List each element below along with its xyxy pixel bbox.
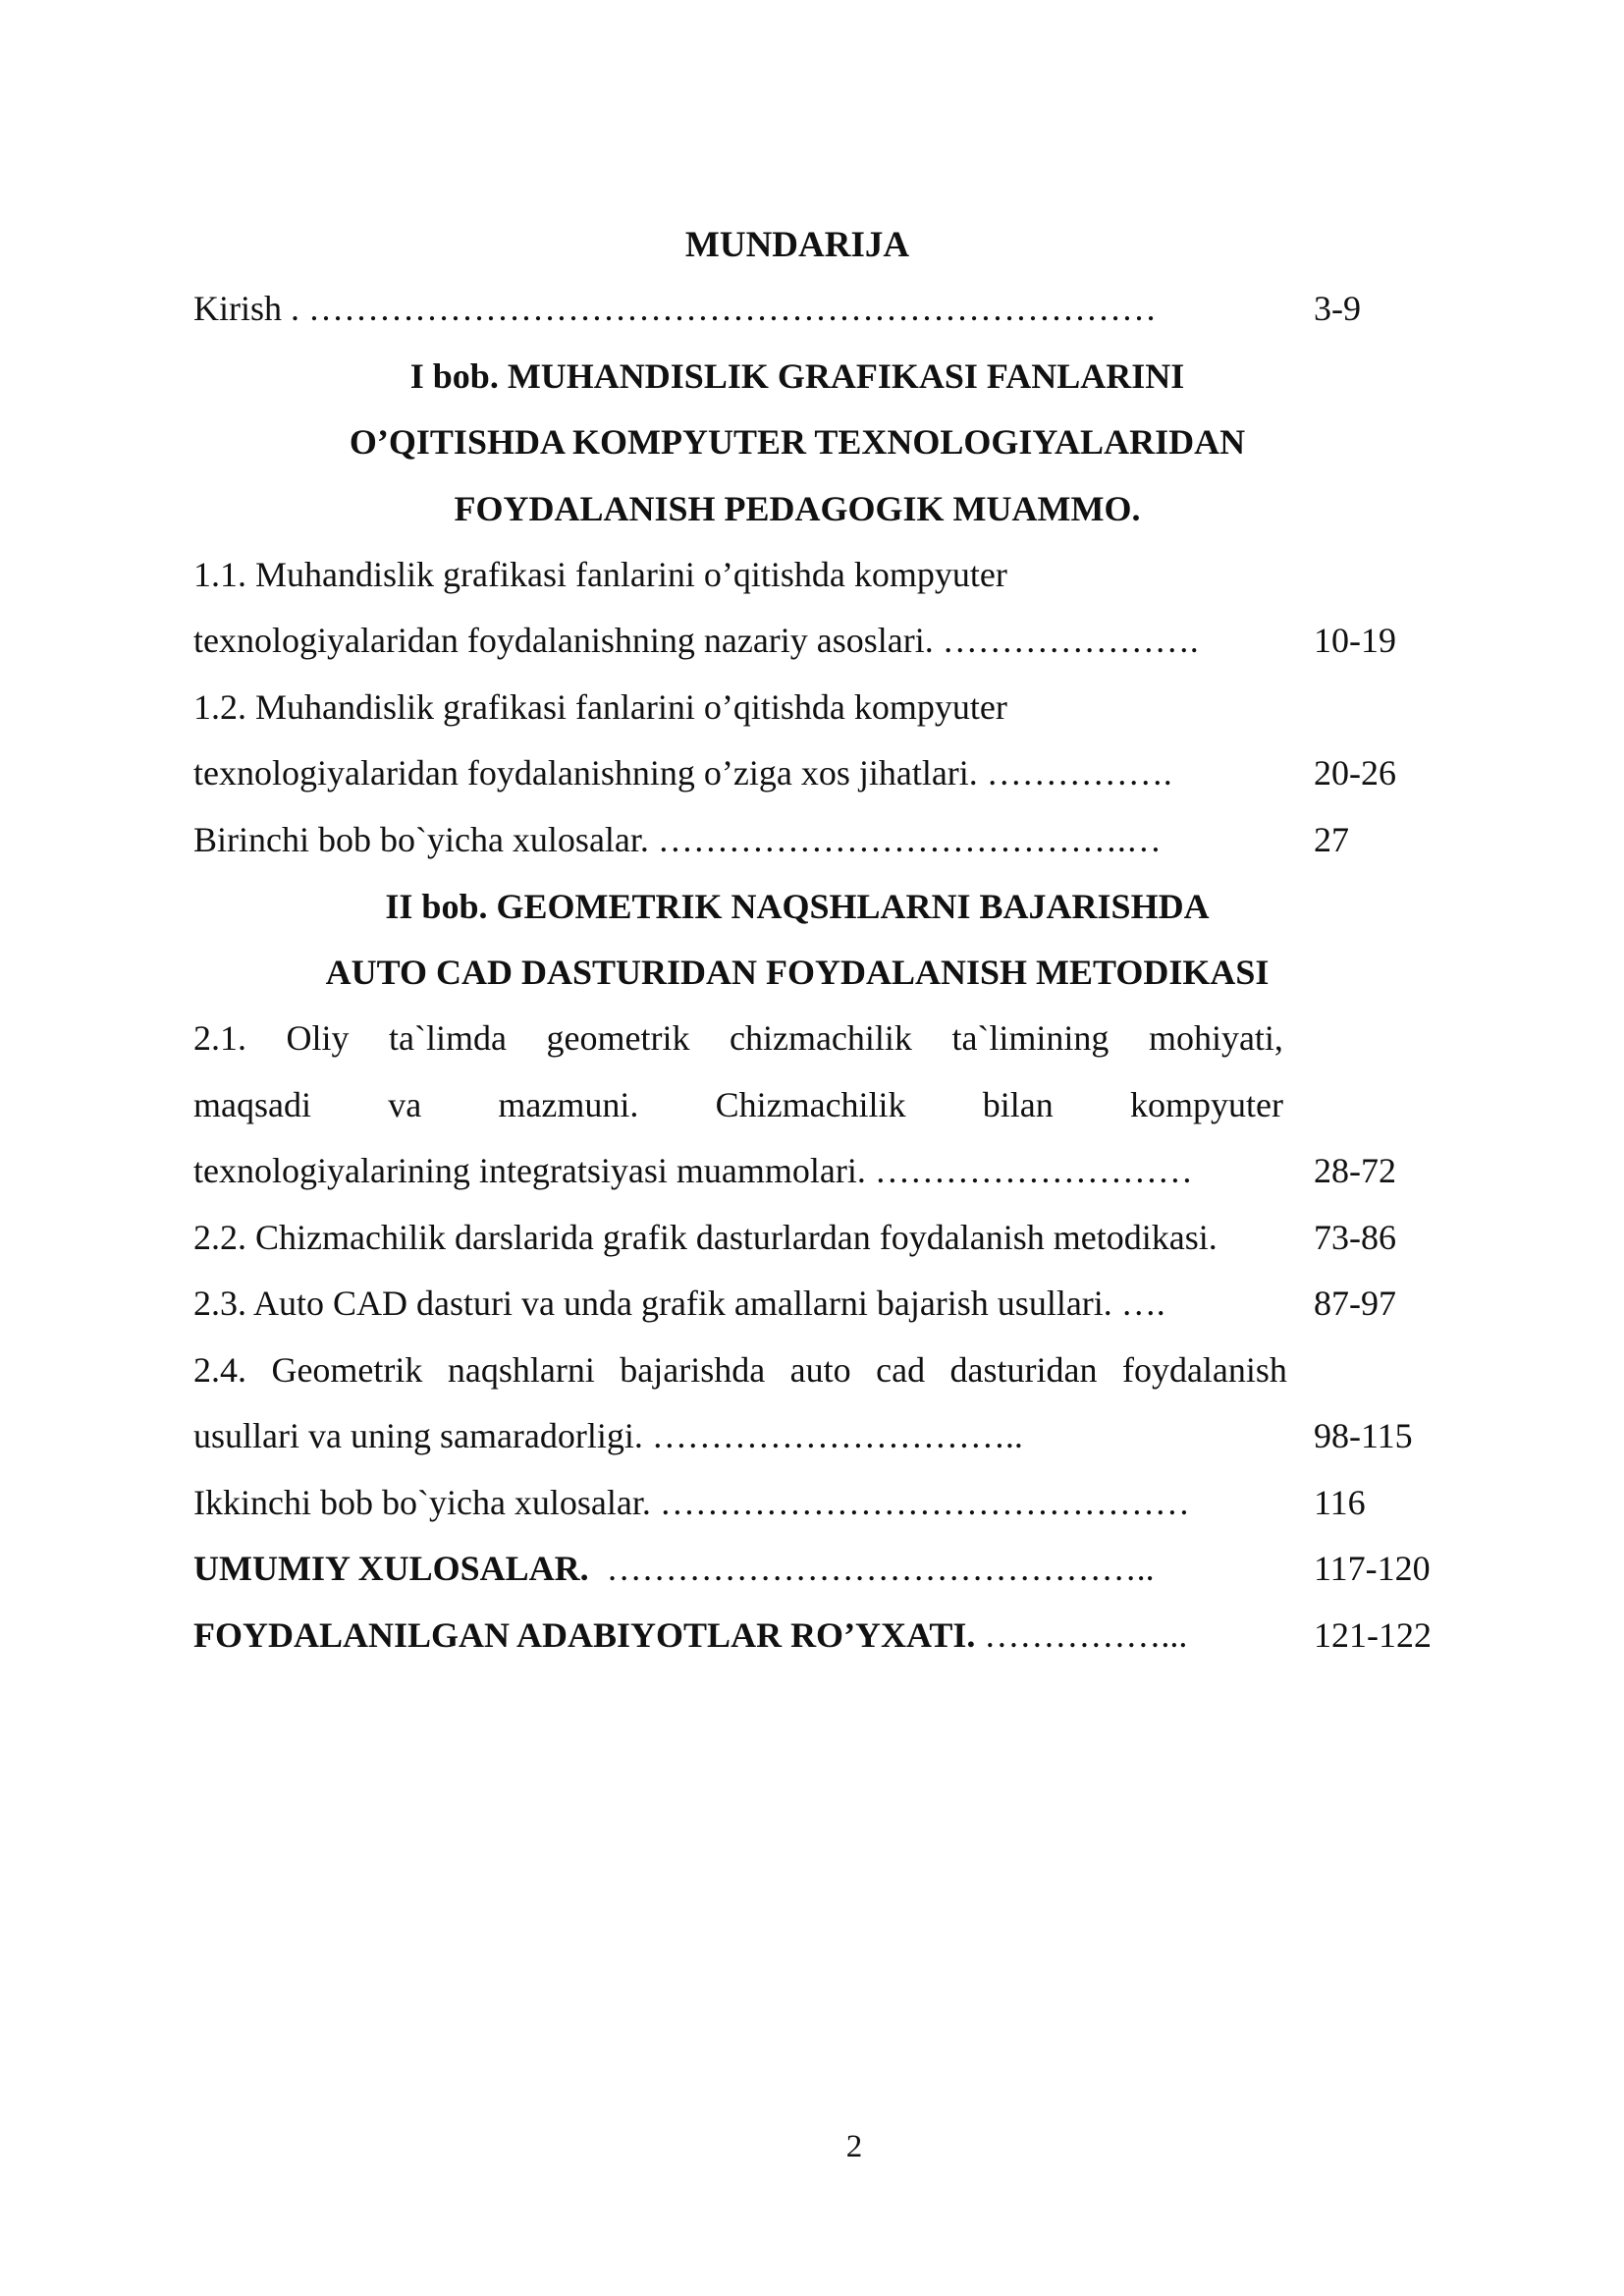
- toc-word: 2.4.: [193, 1350, 246, 1390]
- chapter2-heading-line1: II bob. GEOMETRIK NAQSHLARNI BAJARISHDA: [385, 887, 1210, 926]
- page-number: 2: [845, 2129, 863, 2164]
- chapter1-heading-line3: FOYDALANISH PEDAGOGIK MUAMMO.: [454, 489, 1141, 528]
- chapter1-heading-line1: I bob. MUHANDISLIK GRAFIKASI FANLARINI: [409, 356, 1185, 396]
- chapter2-heading-line2: AUTO CAD DASTURIDAN FOYDALANISH METODIKASI: [325, 953, 1270, 992]
- toc-word: geometrik: [546, 1018, 690, 1058]
- toc-entry-text: [193, 1608, 1187, 1663]
- toc-word: maqsadi: [193, 1085, 311, 1124]
- toc-entry-text: 2.2. Chizmachilik darslarida grafik dasturlardan foydalanish metodikasi.: [193, 1218, 1218, 1257]
- toc-word: mazmuni.: [498, 1085, 639, 1124]
- toc-entry-text: Birinchi bob bo`yicha xulosalar. ………………………………….…: [193, 820, 1162, 859]
- toc-word: 2.1.: [193, 1018, 246, 1058]
- toc-entry-text: 1.2. Muhandislik grafikasi fanlarini o’qitishda kompyuter: [193, 687, 1007, 727]
- toc-entry-text: 2.3. Auto CAD dasturi va unda grafik amallarni bajarish usullari. ….: [193, 1284, 1165, 1323]
- toc-word: auto: [789, 1350, 851, 1390]
- toc-entry-text: texnologiyalaridan foydalanishning o’ziga xos jihatlari. …………….: [193, 753, 1172, 793]
- toc-title: MUNDARIJA: [684, 225, 910, 265]
- toc-entry-text: 1.1. Muhandislik grafikasi fanlarini o’qitishda kompyuter: [193, 555, 1007, 594]
- toc-word: mohiyati,: [1148, 1018, 1283, 1058]
- toc-entry-label: UMUMIY XULOSALAR.: [193, 1549, 589, 1588]
- toc-entry-page: 3-9: [1314, 289, 1361, 328]
- toc-word: cad: [876, 1350, 926, 1390]
- toc-entry-text: texnologiyalarining integratsiyasi muammolari. ………………………: [193, 1151, 1193, 1190]
- toc-entry-text: usullari va uning samaradorligi. …………………………..: [193, 1416, 1023, 1455]
- toc-entry-text: Ikkinchi bob bo`yicha xulosalar. ………………………………………: [193, 1483, 1190, 1522]
- toc-word: Chizmachilik: [715, 1085, 906, 1124]
- toc-word: bilan: [982, 1085, 1054, 1124]
- chapter1-heading-line2: O’QITISHDA KOMPYUTER TEXNOLOGIYALARIDAN: [349, 422, 1246, 462]
- toc-entry-page: 116: [1314, 1483, 1366, 1522]
- toc-word: naqshlarni: [447, 1350, 595, 1390]
- toc-entry-page: 27: [1314, 820, 1349, 859]
- toc-entry-page: 10-19: [1314, 621, 1396, 660]
- toc-entry-text: Kirish . ………………………………………………………………: [193, 289, 1157, 328]
- toc-word: Oliy: [286, 1018, 350, 1058]
- toc-entry-dots: ……………...: [975, 1615, 1188, 1655]
- toc-entry-text: [193, 1541, 1155, 1596]
- toc-entry-2-1-line1: [193, 1011, 1283, 1066]
- toc-word: bajarishda: [620, 1350, 766, 1390]
- toc-entry-text: texnologiyalaridan foydalanishning nazariy asoslari. ………………….: [193, 621, 1199, 660]
- toc-word: Geometrik: [271, 1350, 423, 1390]
- toc-entry-page: 73-86: [1314, 1218, 1396, 1257]
- toc-word: kompyuter: [1129, 1085, 1283, 1124]
- toc-word: chizmachilik: [729, 1018, 912, 1058]
- toc-word: va: [388, 1085, 422, 1124]
- toc-word: dasturidan: [949, 1350, 1098, 1390]
- toc-word: ta`limda: [389, 1018, 507, 1058]
- toc-entry-2-1-line2: [193, 1077, 1283, 1132]
- toc-entry-page: 121-122: [1314, 1615, 1432, 1655]
- toc-entry-page: 87-97: [1314, 1284, 1396, 1323]
- toc-entry-2-4-line1: [193, 1342, 1287, 1397]
- toc-entry-page: 20-26: [1314, 753, 1396, 793]
- toc-entry-page: 98-115: [1314, 1416, 1413, 1455]
- toc-entry-label: FOYDALANILGAN ADABIYOTLAR RO’YXATI.: [193, 1615, 976, 1655]
- toc-entry-page: 117-120: [1314, 1549, 1431, 1588]
- toc-word: foydalanish: [1121, 1350, 1287, 1390]
- toc-entry-page: 28-72: [1314, 1151, 1396, 1190]
- toc-word: ta`limining: [951, 1018, 1110, 1058]
- toc-entry-dots: ………………………………………..: [588, 1549, 1155, 1588]
